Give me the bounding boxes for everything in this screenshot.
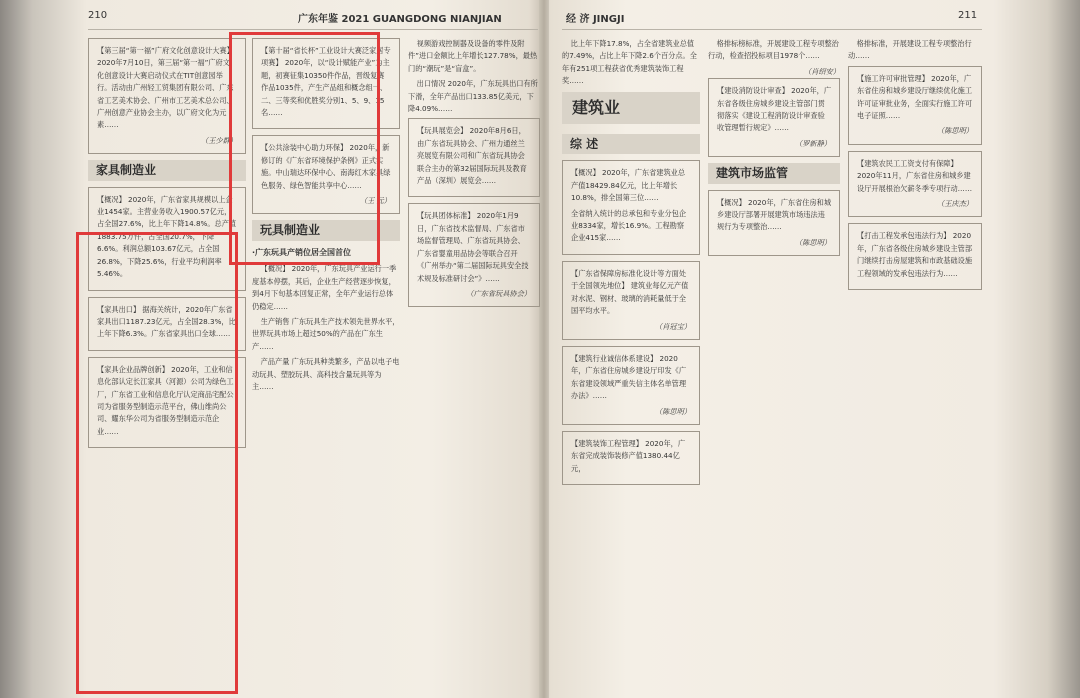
design-contest-box	[252, 38, 400, 129]
right-column-3	[848, 38, 982, 688]
construction-subheading: 综 述	[562, 134, 700, 154]
coating-center-text: 【公共涂装中心助力环保】 2020年，新修订的《广东省环境保护条例》正式实施。中山瑞达环保中心、南海红木家具绿色服务、绿色智能共享中心……	[261, 143, 391, 190]
fire-review-text: 【建设消防设计审查】 2020年，广东省各级住房城乡建设主管部门贯彻落实《建设工程消防设计审查验收管理暂行规定》……	[717, 86, 832, 133]
toys-overview-text: 【概况】 2020年，广东玩具产业运行一季度基本停摆，其后，企业生产经营逐步恢复，到4月下旬基本回复正常，全年产业运行总体仍稳定……	[252, 264, 397, 311]
permit-box	[848, 66, 982, 145]
decoration-box	[562, 431, 700, 485]
toys-production-text: 生产销售 广东玩具生产技术领先世界水平，世界玩具市场上超过50%的产品在广东生产……	[252, 316, 400, 351]
toy-standards-box	[408, 203, 540, 307]
intro-box	[88, 38, 246, 154]
fire-review-signature: （罗新静）	[795, 138, 831, 148]
running-head-right: 经 济 JINGJI	[566, 14, 625, 25]
right-column-2	[708, 38, 840, 688]
furniture-export-text: 【家具出口】 据海关统计，2020年广东省家具出口1187.23亿元，占全国28.3%，比上年下降6.3%。广东省家具出口全球……	[97, 304, 236, 339]
rectification-text: 格排标准，开展建设工程专项整治行动……	[848, 39, 972, 61]
housing-standard-box	[562, 261, 700, 340]
toys-subheading: ·广东玩具产销位居全国首位	[252, 247, 352, 257]
furniture-export-box	[88, 297, 246, 351]
construction-overview-text: 【概况】 2020年，广东省建筑业总产值18429.84亿元，比上年增长10.8%，排全国第三位……	[571, 168, 686, 203]
header-rule-left	[88, 29, 538, 30]
construction-overview-box	[562, 160, 700, 254]
wage-box	[848, 151, 982, 218]
left-column-1	[88, 38, 246, 688]
coating-center-box	[252, 135, 400, 214]
section-heading-market-supervision: 建筑市场监管	[708, 163, 840, 183]
furniture-brand-box	[88, 357, 246, 448]
bidding-signature: （肖绍安）	[804, 66, 840, 76]
toys-export-text: 出口情况 2020年，广东玩具出口有所下滑，全年产品出口133.85亿美元，下降4.09%……	[408, 79, 538, 114]
section-heading-furniture: 家具制造业	[88, 160, 246, 180]
toy-fair-box	[408, 118, 540, 197]
permit-signature: （陈思明）	[937, 126, 973, 136]
left-column-3	[408, 38, 540, 688]
contracting-text: 【打击工程发承包违法行为】 2020年，广东省各级住房城乡建设主管部门继续打击房屋建筑和市政基础设施工程领域的发承包违法行为……	[857, 231, 973, 278]
decoration-text: 【建筑装饰工程管理】 2020年，广东省完成装饰装修产值1380.44亿元，	[571, 438, 686, 473]
right-page	[548, 0, 1054, 698]
furniture-brand-text: 【家具企业品牌创新】 2020年，工业和信息化部认定长江家具（河源）公司为绿色工厂，广东省工业和信息化厅认定商品宅配公司为省服务型制造示范平台，佛山维尚公司、耀东华公司为省服务型制造示范企业……	[97, 364, 234, 436]
right-column-1	[562, 38, 700, 688]
header-rule-right	[562, 29, 982, 30]
bidding-text: 格排标榜标准，开展建设工程专项整治行动，检查招投标项目1978个……	[708, 39, 839, 61]
construction-stats-text: 全省纳入统计的总承包和专业分包企业8334家，增长16.9%。工程勘察企业415家……	[571, 208, 687, 243]
page-number-right: 211	[958, 10, 978, 21]
toy-fair-text: 【玩具展览会】 2020年8月6日，由广东省玩具协会、广州力通丝兰亮展览有限公司和广东省玩具协会联合主办的第32届国际玩具及教育产品（深圳）展览会……	[417, 126, 527, 186]
section-heading-construction: 建筑业	[562, 92, 700, 124]
wage-signature: （王庆杰）	[937, 199, 973, 209]
market-overview-signature: （陈思明）	[795, 237, 831, 247]
market-overview-text: 【概况】 2020年，广东省住房和城乡建设厅部署开展建筑市场违法违规行为专项整治……	[717, 197, 832, 232]
coating-center-signature: （王 元）	[359, 196, 391, 206]
running-head-left: 广东年鉴 2021 GUANGDONG NIANJIAN	[298, 14, 502, 25]
page-number-left: 210	[88, 10, 108, 21]
toy-standards-text: 【玩具团体标准】 2020年1月9日，广东省技术监督局、广东省市场监督管理局、广东省玩具协会、广东省婴童用品协会等联合召开《广州举办“第二届国际玩具安全技术规及标准研讨会”》……	[417, 211, 529, 283]
market-overview-box	[708, 190, 840, 257]
toy-standards-signature: （广东省玩具协会）	[466, 288, 531, 298]
left-column-2	[252, 38, 400, 688]
fire-review-box	[708, 78, 840, 157]
section-heading-toys: 玩具制造业	[252, 220, 400, 240]
credit-system-signature: （陈思明）	[655, 406, 691, 416]
toys-import-text: 视频游戏控制器及设备的零件及附件”进口金额比上年增长127.78%，最热门的“潮玩”是“盲盒”。	[408, 39, 538, 73]
wage-text: 【建筑农民工工资支付有保障】 2020年11月，广东省住房和城乡建设厅开展根治欠薪冬季专项行动……	[857, 158, 973, 193]
credit-system-text: 【建筑行业诚信体系建设】 2020年，广东省住房城乡建设厅印发《广东省建设领域严重失信主体名单管理办法》……	[571, 353, 687, 401]
intro-signature: （王少群）	[201, 135, 237, 145]
housing-standard-text: 【广东省保障房标准化设计等方面处于全国领先地位】 建筑业每亿元产值对水泥、钢材、玻璃的消耗量低于全国平均水平。	[571, 268, 689, 316]
contracting-box	[848, 223, 982, 290]
permit-text: 【施工许可审批管理】 2020年，广东省住房和城乡建设厅继续优化施工许可证审批业务，全面实行施工许可电子证照……	[857, 73, 973, 121]
toys-products-text: 产品产量 广东玩具种类繁多，产品以电子电动玩具、塑胶玩具、高科技含量玩具等为主……	[252, 357, 400, 391]
design-contest-text: 【第十届“省长杯”工业设计大赛泛家居专项赛】 2020年，以“设计赋能产业”为主题，初赛征集10350件作品，晋级复赛作品1035件，产生产品组和概念组一、二、三等奖和优胜奖分别1、5、9、15名……	[261, 46, 391, 118]
left-page	[30, 0, 542, 698]
construction-top-text: 比上年下降17.8%，占全省建筑业总值的7.49%，占比上年下降2.6个百分点。全年有251项工程获省优秀建筑装饰工程奖……	[562, 39, 697, 86]
furniture-overview-text: 【概况】 2020年，广东省家具规模以上企业1454家。主营业务收入1900.57亿元，占全国27.6%，比上年下降14.8%。总产值1883.75万件，占全国20.7%，下降6.6%。利润总额103.67亿元，占全国26.8%，下降25.6%，行业平均利润率5.46%。	[97, 194, 237, 279]
intro-text: 【第三届“第一福”广府文化创意设计大赛】 2020年7月10日，第三届“第一福”广府文化创意设计大赛启动仪式在TIT创意园举行。活动由广州轻工贸集团有限公司、广东省工艺美术协会、广州市工艺美术总公司、广州创意产业协会主办，以广府文化为元素……	[97, 46, 234, 130]
housing-standard-signature: （肖冠宝）	[655, 321, 691, 331]
furniture-overview-box	[88, 187, 246, 291]
credit-system-box	[562, 346, 700, 425]
